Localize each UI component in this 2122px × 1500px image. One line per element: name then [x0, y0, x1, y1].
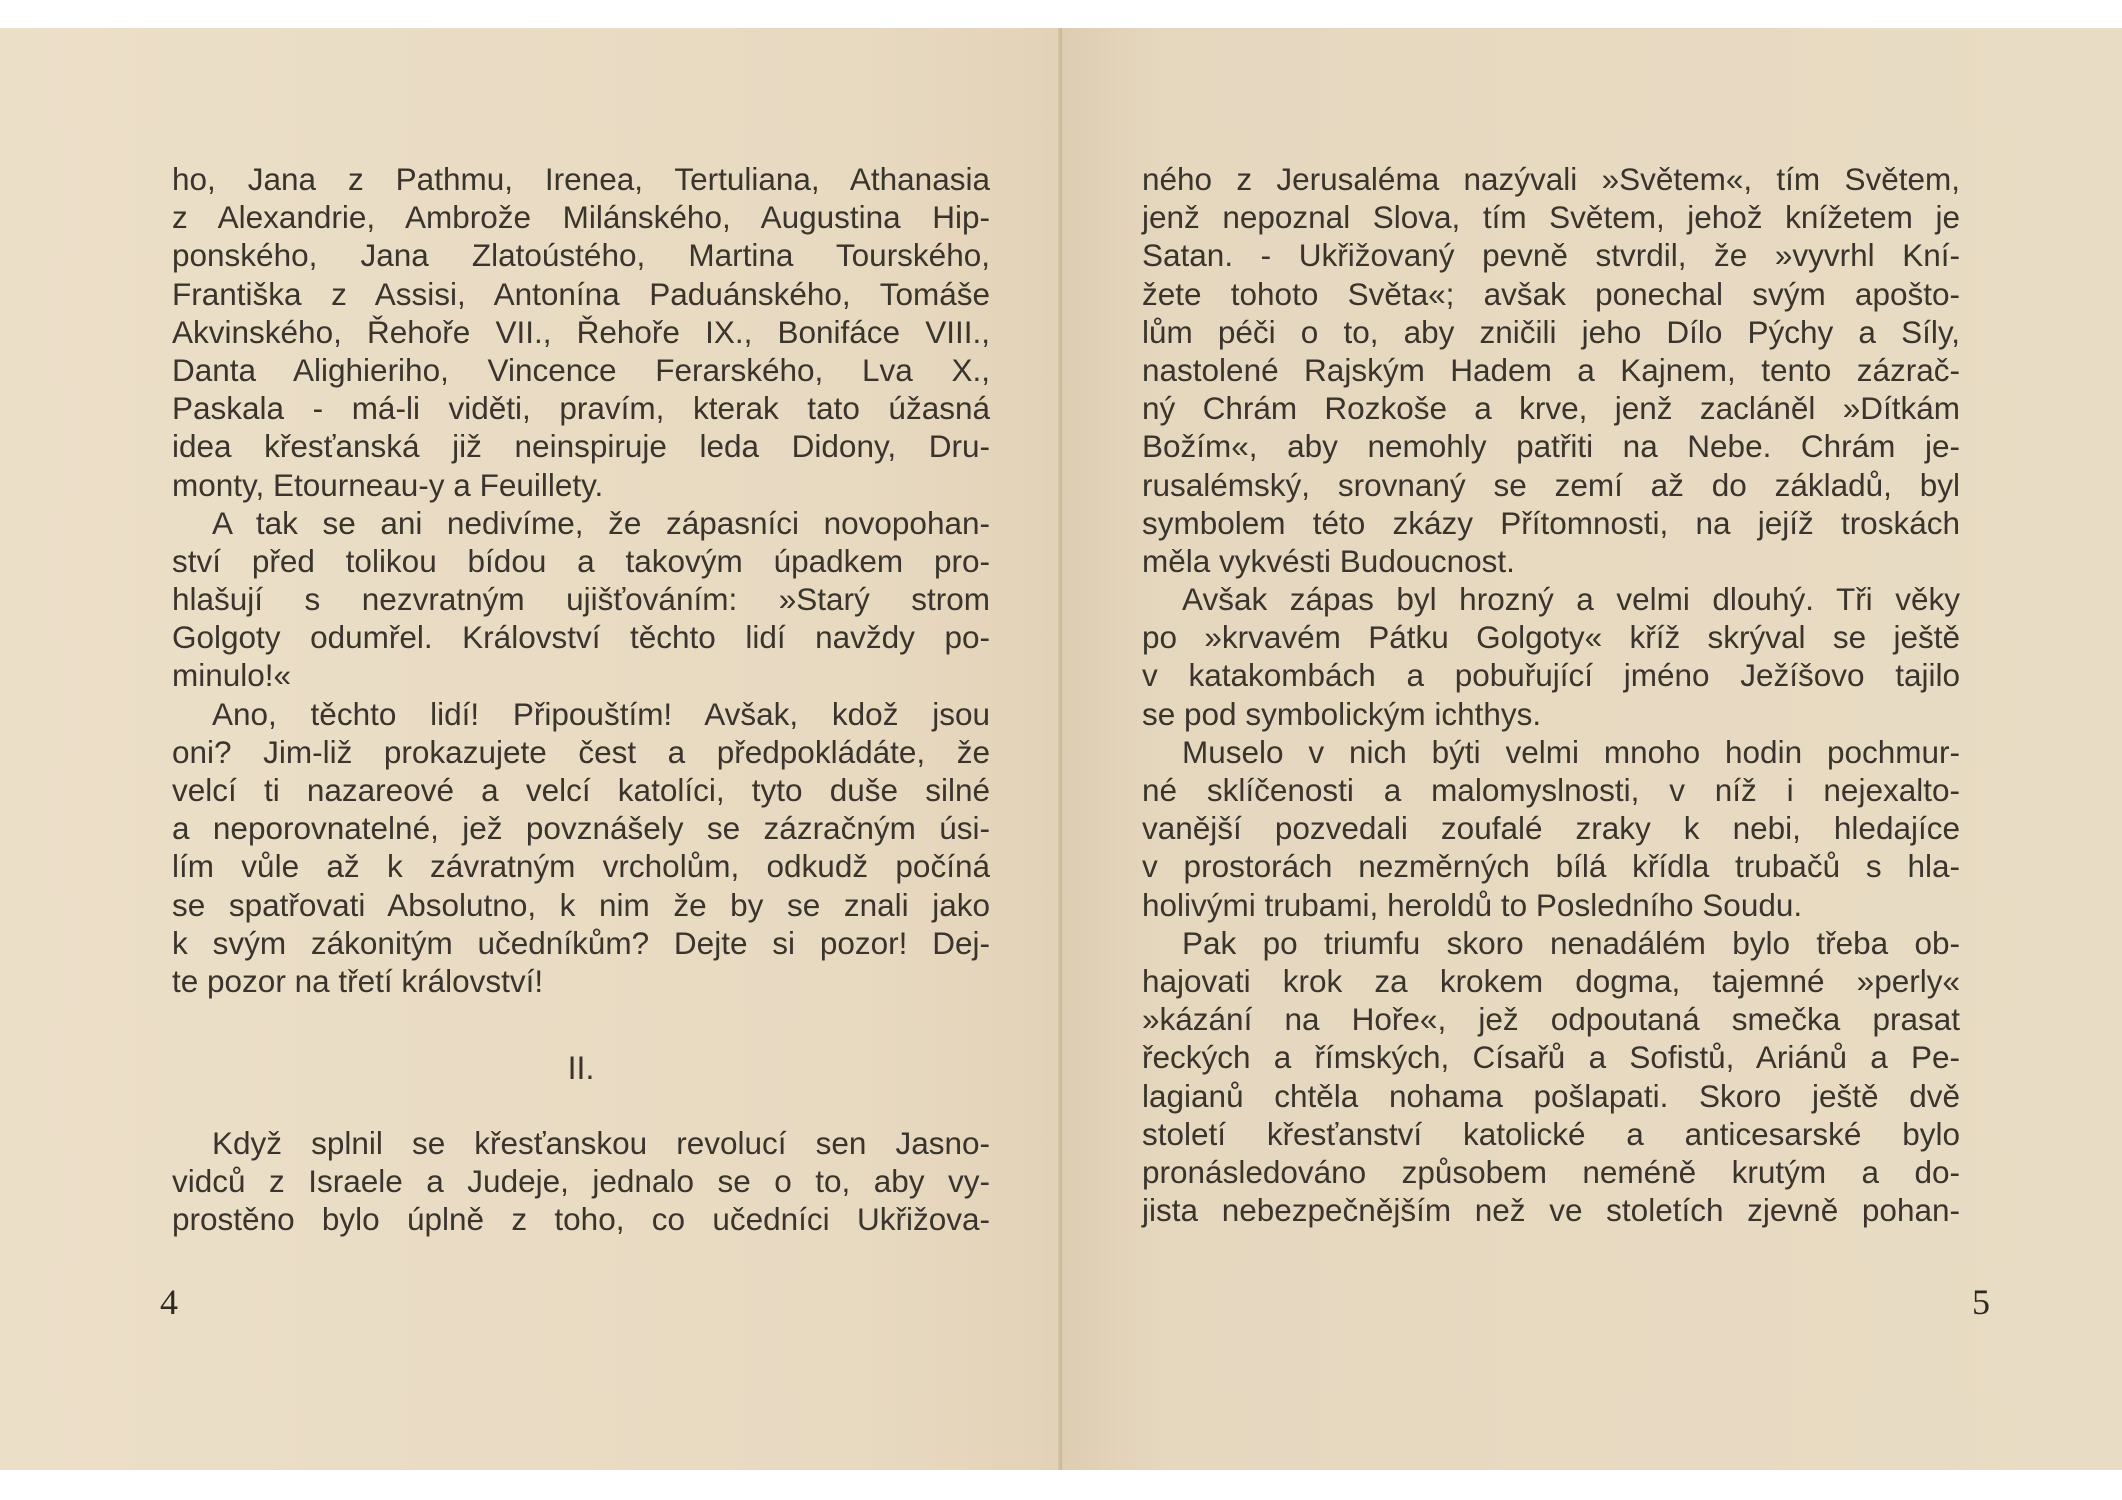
text-line: »kázání na Hoře«, jež odpoutaná smečka prasat	[1142, 1001, 1960, 1038]
text-line: Akvinského, Řehoře VII., Řehoře IX., Bonifáce VIII.,	[172, 313, 990, 350]
text-line: Božím«, aby nemohly patřiti na Nebe. Chrám je-	[1142, 428, 1960, 465]
text-line: Avšak zápas byl hrozný a velmi dlouhý. Tři věky	[1182, 581, 1960, 618]
text-line: řeckých a římských, Císařů a Sofistů, Ariánů a Pe-	[1142, 1039, 1960, 1076]
text-line: Ano, těchto lidí! Připouštím! Avšak, kdož jsou	[212, 695, 990, 732]
text-line: století křesťanství katolické a anticesarské bylo	[1142, 1115, 1960, 1152]
text-line: z Alexandrie, Ambrože Milánského, Augustina Hip-	[172, 199, 990, 236]
text-line: Danta Alighieriho, Vincence Ferarského, Lva X.,	[172, 351, 990, 388]
text-line: Pak po triumfu skoro nenadálém bylo třeba ob-	[1182, 924, 1960, 961]
text-line: k svým zákonitým učedníkům? Dejte si pozor! Dej-	[172, 924, 990, 961]
text-line: ný Chrám Rozkoše a krve, jenž zacláněl »Dítkám	[1142, 390, 1960, 427]
text-line: ponského, Jana Zlatoústého, Martina Tourského,	[172, 237, 990, 274]
text-line: minulo!«	[172, 657, 292, 694]
section-heading: II.	[567, 1050, 595, 1086]
text-line: prostěno bylo úplně z toho, co učedníci Ukřižova-	[172, 1201, 990, 1238]
text-line: rusalémský, srovnaný se zemí až do základů, byl	[1142, 466, 1960, 503]
text-line: jista nebezpečnějším než ve stoletích zjevně pohan-	[1142, 1192, 1960, 1229]
text-line: te pozor na třetí království!	[172, 962, 544, 999]
page-number: 4	[160, 1282, 178, 1322]
text-line: Muselo v nich býti velmi mnoho hodin pochmur-	[1182, 733, 1960, 770]
text-line: Když splnil se křesťanskou revolucí sen Jasno-	[212, 1125, 990, 1161]
text-line: v prostorách nezměrných bílá křídla trubačů s hla-	[1142, 848, 1960, 885]
text-line: Paskala - má-li viděti, pravím, kterak tato úžasná	[172, 390, 990, 427]
text-line: idea křesťanská již neinspiruje leda Didony, Dru-	[172, 428, 990, 465]
right-text-block	[1142, 160, 1960, 1229]
text-line: jenž nepoznal Slova, tím Světem, jehož knížetem je	[1142, 199, 1960, 236]
text-line: měla vykvésti Budoucnost.	[1142, 542, 1515, 579]
text-line: ho, Jana z Pathmu, Irenea, Tertuliana, Athanasia	[172, 161, 990, 197]
text-line: v katakombách a pobuřující jméno Ježíšovo tajilo	[1142, 657, 1960, 694]
text-line: se spatřovati Absolutno, k nim že by se znali jako	[172, 886, 990, 923]
text-line: ství před tolikou bídou a takovým úpadkem pro-	[172, 542, 990, 579]
text-line: hajovati krok za krokem dogma, tajemné »perly«	[1142, 962, 1960, 999]
text-line: nastolené Rajským Hadem a Kajnem, tento zázrač-	[1142, 351, 1960, 388]
text-line: hlašují s nezvratným ujišťováním: »Starý strom	[172, 581, 990, 618]
text-line: žete tohoto Světa«; avšak ponechal svým apošto-	[1142, 275, 1960, 312]
text-line: né sklíčenosti a malomyslnosti, v níž i nejexalto-	[1142, 772, 1960, 808]
text-line: vidců z Israele a Judeje, jednalo se o to, aby vy-	[172, 1163, 990, 1200]
text-line: Golgoty odumřel. Království těchto lidí navždy po-	[172, 619, 990, 656]
left-tail-paragraph	[172, 1124, 990, 1239]
text-line: vanější pozvedali zoufalé zraky k nebi, hledajíce	[1142, 810, 1960, 847]
text-line: lům péči o to, aby zničili jeho Dílo Pýchy a Síly,	[1142, 313, 1960, 350]
page-number: 5	[1972, 1282, 1990, 1322]
text-line: pronásledováno způsobem neméně krutým a do-	[1142, 1153, 1960, 1190]
text-line: se pod symbolickým ichthys.	[1142, 695, 1542, 732]
text-line: po »krvavém Pátku Golgoty« kříž skrýval se ještě	[1142, 619, 1960, 656]
text-line: Františka z Assisi, Antonína Paduánského, Tomáše	[172, 275, 990, 312]
text-line: Satan. - Ukřižovaný pevně stvrdil, že »vyvrhl Kní-	[1142, 237, 1960, 274]
text-line: lagianů chtěla nohama pošlapati. Skoro ještě dvě	[1142, 1077, 1960, 1114]
left-text-block	[172, 160, 990, 1000]
text-line: a neporovnatelné, jež povznášely se zázračným úsi-	[172, 810, 990, 847]
left-page	[0, 28, 1060, 1470]
text-line: symbolem této zkázy Přítomnosti, na jejíž troskách	[1142, 504, 1960, 541]
text-line: velcí ti nazareové a velcí katolíci, tyto duše silné	[172, 772, 990, 808]
right-page	[1062, 28, 2122, 1470]
text-line: oni? Jim-liž prokazujete čest a předpokládáte, že	[172, 733, 990, 770]
text-line: monty, Etourneau-y a Feuillety.	[172, 466, 604, 503]
text-line: ného z Jerusaléma nazývali »Světem«, tím Světem,	[1142, 161, 1960, 197]
text-line: holivými trubami, heroldů to Posledního Soudu.	[1142, 886, 1803, 923]
text-line: A tak se ani nedivíme, že zápasníci novopohan-	[212, 504, 990, 541]
text-line: lím vůle až k závratným vrcholům, odkudž počíná	[172, 848, 990, 885]
